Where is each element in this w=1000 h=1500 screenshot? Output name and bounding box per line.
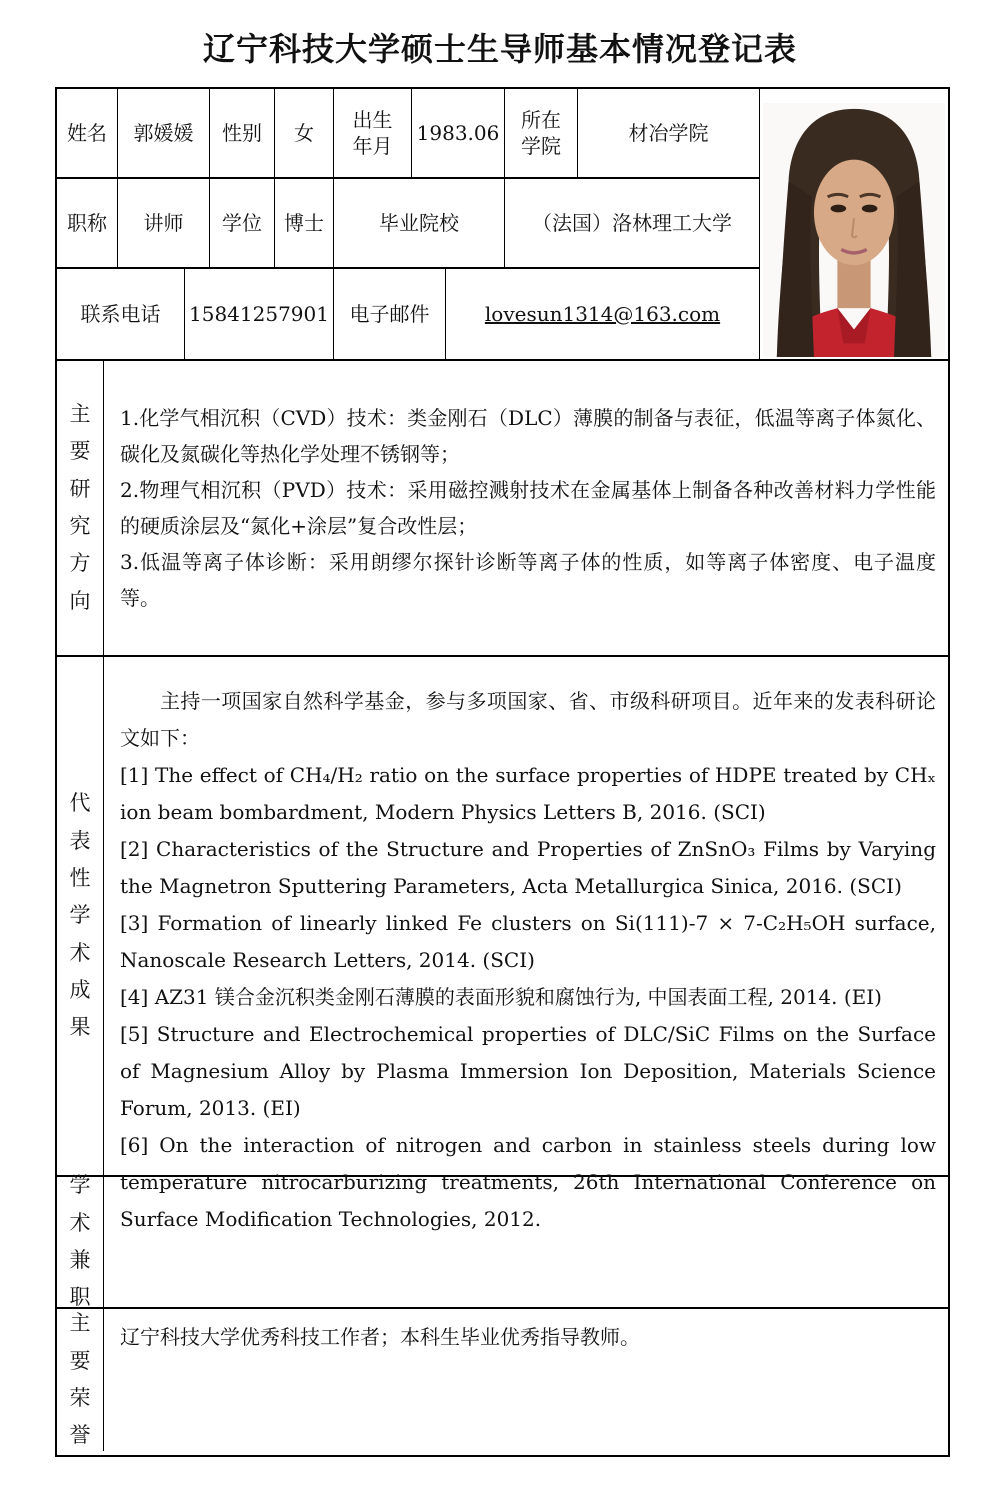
photo-cell [759, 89, 948, 359]
degree-value: 博士 [275, 179, 334, 267]
job-title-value: 讲师 [118, 179, 210, 267]
research-line: 3.低温等离子体诊断：采用朗缪尔探针诊断等离子体的性质，如等离子体密度、电子温度等。 [120, 550, 936, 610]
research-line: 2.物理气相沉积（PVD）技术：采用磁控溅射技术在金属基体上制备各种改善材料力学性能的硬质涂层及“氮化+涂层”复合改性层； [120, 478, 936, 538]
birth-value: 1983.06 [412, 89, 505, 177]
portrait-photo [763, 103, 945, 357]
phone-label: 联系电话 [57, 269, 185, 359]
achievements-content [104, 657, 948, 1231]
email-label: 电子邮件 [334, 269, 446, 359]
row-basic-1 [57, 89, 759, 179]
gender-label: 性别 [210, 89, 275, 177]
honors-content [104, 1309, 948, 1451]
personal-info-block [57, 89, 948, 361]
college-label: 所在学院 [505, 89, 578, 177]
publication-item: [6] On the interaction of nitrogen and carbon in stainless steels during low temperature nitrocarburizing treatments, 26th International Conference on Surface Modification Technologies, 2012. [120, 1133, 936, 1231]
honors-label: 主要荣誉 [69, 1311, 91, 1448]
section-parttime [57, 1173, 948, 1310]
honors-text: 辽宁科技大学优秀科技工作者；本科生毕业优秀指导教师。 [120, 1325, 640, 1349]
publication-item: [1] The effect of CH₄/H₂ ratio on the surface properties of HDPE treated by CHₓ ion beam bombardment, Modern Physics Letters B, 2016. (SCI) [120, 763, 936, 824]
email-value[interactable]: lovesun1314@163.com [484, 302, 721, 326]
row-basic-3 [57, 269, 759, 359]
section-achievements [57, 657, 948, 1231]
graduate-school-value: （法国）洛林理工大学 [532, 211, 732, 235]
research-label: 主要研究方向 [69, 401, 91, 613]
degree-label: 学位 [210, 179, 275, 267]
research-content [104, 361, 948, 655]
honors-label-cell [57, 1309, 104, 1451]
birth-label: 出生年月 [334, 89, 412, 177]
publication-item: [4] AZ31 镁合金沉积类金刚石薄膜的表面形貌和腐蚀行为, 中国表面工程, 2014. (EI) [120, 985, 882, 1009]
college-value: 材冶学院 [628, 121, 709, 145]
achievements-intro: 主持一项国家自然科学基金，参与多项国家、省、市级科研项目。近年来的发表科研论文如下： [120, 689, 936, 750]
name-label: 姓名 [57, 89, 118, 177]
parttime-label-cell [57, 1173, 104, 1310]
research-label-cell [57, 361, 104, 655]
research-line: 1.化学气相沉积（CVD）技术：类金刚石（DLC）薄膜的制备与表征，低温等离子体氮化、碳化及氮碳化等热化学处理不锈钢等； [120, 406, 936, 466]
gender-value: 女 [275, 89, 334, 177]
publication-item: [2] Characteristics of the Structure and Properties of ZnSnO₃ Films by Varying the Magnetron Sputtering Parameters, Acta Metallurgica Sinica, 2016. (SCI) [120, 837, 936, 898]
parttime-content [104, 1177, 948, 1307]
publication-item: [3] Formation of linearly linked Fe clusters on Si(111)-7 × 7-C₂H₅OH surface, Nanoscale Research Letters, 2014. (SCI) [120, 911, 936, 972]
row-basic-2 [57, 179, 759, 269]
graduate-school-label: 毕业院校 [334, 179, 505, 267]
section-honors [57, 1309, 948, 1451]
registration-table [55, 87, 950, 1457]
publication-item: [5] Structure and Electrochemical properties of DLC/SiC Films on the Surface of Magnesium Alloy by Plasma Immersion Ion Deposition, Materials Science Forum, 2013. (EI) [120, 1022, 936, 1120]
job-title-label: 职称 [57, 179, 118, 267]
phone-value: 15841257901 [185, 269, 334, 359]
parttime-label: 学术兼职 [69, 1173, 91, 1310]
publication-list [120, 757, 936, 1238]
page-title: 辽宁科技大学硕士生导师基本情况登记表 [202, 30, 797, 68]
achievements-label-cell [57, 657, 104, 1175]
achievements-label: 代表性学术成果 [69, 791, 91, 1040]
section-research [57, 361, 948, 657]
name-value: 郭媛媛 [118, 89, 210, 177]
